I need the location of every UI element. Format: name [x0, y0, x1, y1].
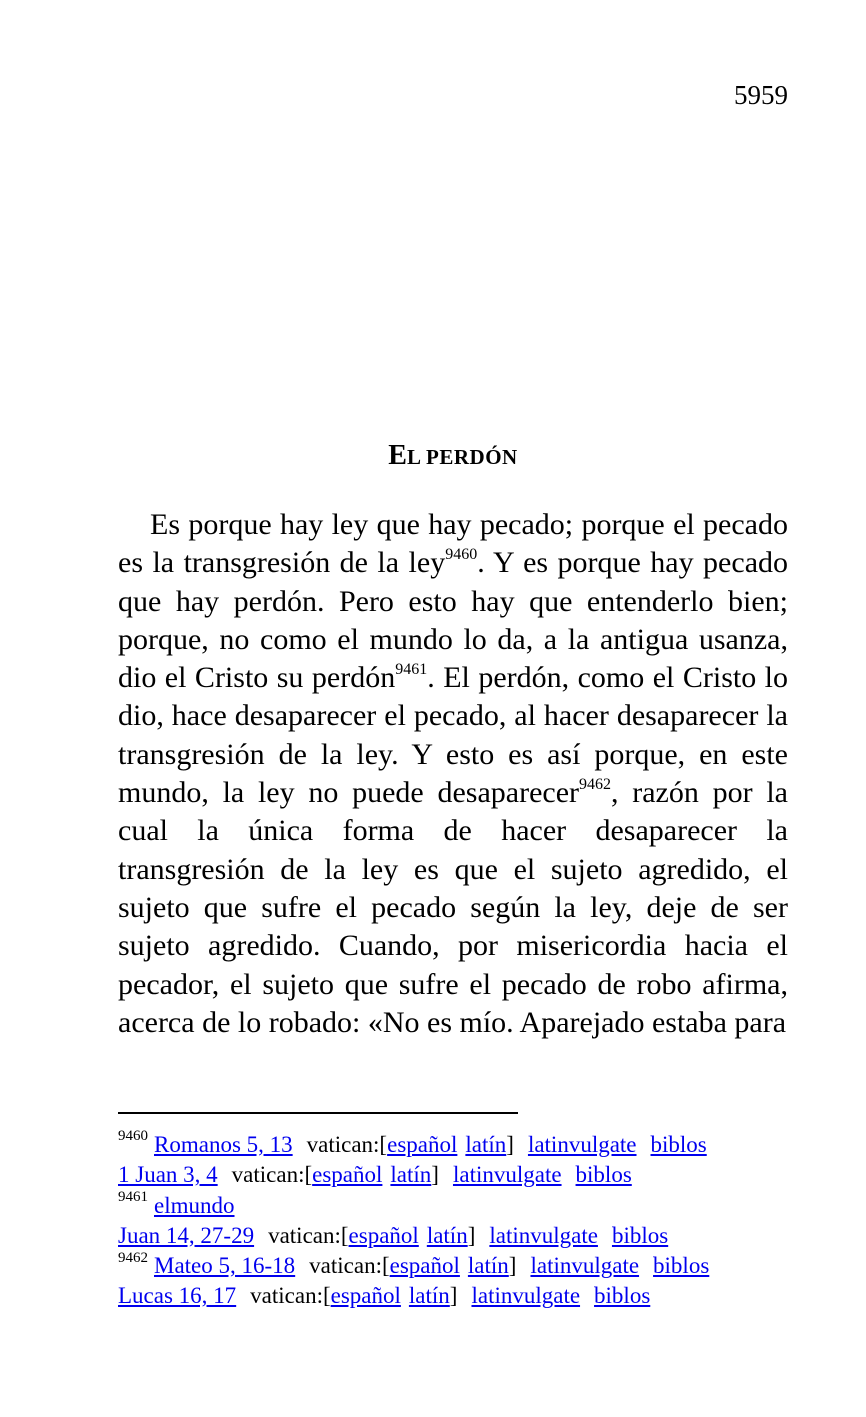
latin-link[interactable]: latín	[390, 1162, 432, 1188]
latinvulgate-link[interactable]: latinvulgate	[452, 1162, 562, 1188]
latinvulgate-link[interactable]: latinvulgate	[471, 1283, 581, 1309]
footnote-ref-9460: 9460	[445, 546, 478, 564]
espanol-link[interactable]: español	[348, 1222, 419, 1248]
page-number: 5959	[734, 80, 788, 110]
body-paragraph	[118, 506, 788, 1042]
biblos-link[interactable]: biblos	[594, 1283, 651, 1309]
body-segment-4: , razón por la cual la única forma de hacer desaparecer la transgresión de la ley es que el sujeto agredido, el sujeto que sufre el pecado según la ley, deje de ser sujeto agredido. Cuando, por misericordia hacia el pecador, el sujeto que sufre el pecado de robo afirma, acerca de lo robado: «No es mío. Aparejado estaba para	[118, 776, 788, 1039]
latin-link[interactable]: latín	[467, 1253, 509, 1279]
biblos-link[interactable]: biblos	[653, 1253, 710, 1279]
vatican-label: vatican:[	[231, 1162, 313, 1188]
latinvulgate-link[interactable]: latinvulgate	[489, 1222, 598, 1248]
ref-link-lucas[interactable]: Lucas 16, 17	[118, 1283, 237, 1309]
latin-link[interactable]: latín	[426, 1222, 468, 1248]
title-rest: L PERDÓN	[406, 445, 518, 469]
footnote-ref-9462: 9462	[579, 776, 612, 794]
ref-link-elmundo[interactable]: elmundo	[154, 1192, 235, 1218]
body-segment-1: Es porque hay ley que hay pecado; porque el pecado es la transgresión de la ley	[118, 508, 788, 580]
footnote-9461-line-1	[118, 1188, 818, 1221]
vatican-bracket: ]	[449, 1283, 458, 1309]
vatican-label: vatican:[	[309, 1253, 390, 1279]
body-segment-3: . El perdón, como el Cristo lo dio, hace desaparecer el pecado, al hacer desaparecer la transgresión de la ley. Y esto es así porque, en este mundo, la ley no puede desaparecer	[118, 661, 789, 810]
ref-link-romanos[interactable]: Romanos 5, 13	[154, 1132, 293, 1157]
biblos-link[interactable]: biblos	[650, 1132, 707, 1157]
latin-link[interactable]: latín	[465, 1132, 507, 1157]
espanol-link[interactable]: español	[330, 1283, 401, 1309]
footnote-ref-9461: 9461	[395, 661, 428, 679]
footnote-9460-line-2	[118, 1160, 818, 1190]
vatican-bracket: ]	[508, 1253, 517, 1279]
footnote-number-9460: 9460	[118, 1128, 148, 1145]
ref-link-mateo[interactable]: Mateo 5, 16-18	[154, 1253, 296, 1279]
title-initial: E	[388, 440, 407, 471]
latin-link[interactable]: latín	[408, 1283, 450, 1309]
latinvulgate-link[interactable]: latinvulgate	[527, 1132, 637, 1157]
ref-link-juan[interactable]: Juan 14, 27-29	[118, 1222, 255, 1248]
ref-link-1-juan[interactable]: 1 Juan 3, 4	[118, 1162, 218, 1188]
vatican-label: vatican:[	[268, 1222, 349, 1248]
footnote-separator	[118, 1112, 518, 1114]
vatican-label: vatican:[	[250, 1283, 331, 1309]
footnote-9462-line-1	[118, 1251, 818, 1281]
footnote-number-9462: 9462	[118, 1249, 148, 1266]
chapter-title	[118, 438, 788, 475]
vatican-bracket: ]	[506, 1132, 514, 1157]
espanol-link[interactable]: español	[389, 1253, 460, 1279]
vatican-bracket: ]	[431, 1162, 439, 1188]
latinvulgate-link[interactable]: latinvulgate	[530, 1253, 640, 1279]
body-segment-2: . Y es porque hay pecado que hay perdón. Pero esto hay que entenderlo bien; porque, no como el mundo lo da, a la antigua usanza, dio el Cristo su perdón	[118, 546, 789, 695]
body-text	[118, 506, 788, 1042]
biblos-link[interactable]: biblos	[611, 1222, 669, 1248]
footnote-number-9461: 9461	[118, 1188, 148, 1205]
footnotes	[118, 1130, 818, 1312]
vatican-label: vatican:[	[306, 1132, 388, 1157]
vatican-bracket: ]	[467, 1222, 476, 1248]
biblos-link[interactable]: biblos	[575, 1162, 632, 1188]
espanol-link[interactable]: español	[387, 1132, 458, 1157]
footnote-9460-line-1	[118, 1130, 818, 1160]
footnote-9461-line-2	[118, 1221, 818, 1251]
footnote-9462-line-2	[118, 1281, 818, 1311]
espanol-link[interactable]: español	[312, 1162, 383, 1188]
